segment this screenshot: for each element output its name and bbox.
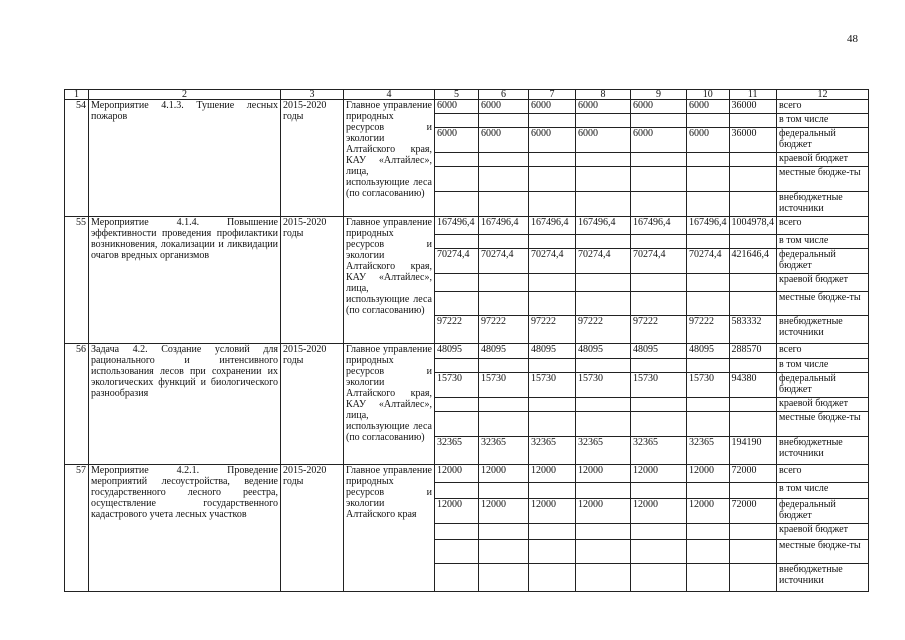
value-cell: 72000 xyxy=(729,465,777,483)
value-cell: 194190 xyxy=(729,437,777,465)
value-cell: 12000 xyxy=(631,499,687,524)
funding-source-label: местные бюдже-ты xyxy=(777,540,869,564)
value-cell: 32365 xyxy=(435,437,479,465)
value-cell xyxy=(529,192,576,217)
value-cell xyxy=(729,292,777,316)
value-cell xyxy=(529,292,576,316)
table-row xyxy=(65,217,869,235)
funding-source-label: краевой бюджет xyxy=(777,274,869,292)
value-cell xyxy=(435,153,479,167)
activity-name: Мероприятие 4.1.4. Повышение эффективности проведения профилактики возникновения, локализации и ликвидации очагов вредных организмов xyxy=(89,217,281,344)
value-cell: 6000 xyxy=(576,128,631,153)
value-cell xyxy=(435,483,479,499)
value-cell xyxy=(479,167,529,192)
column-header: 6 xyxy=(479,90,529,100)
value-cell: 12000 xyxy=(631,465,687,483)
value-cell: 6000 xyxy=(687,100,730,114)
value-cell xyxy=(729,235,777,249)
period: 2015-2020 годы xyxy=(281,217,344,344)
value-cell xyxy=(479,359,529,373)
column-header: 1 xyxy=(65,90,89,100)
value-cell xyxy=(729,398,777,412)
executor: Главное управление природных ресурсов и экологии Алтайского края, КАУ «Алтайлес», лица, использующие леса (по согласованию) xyxy=(344,217,435,344)
column-header: 5 xyxy=(435,90,479,100)
funding-source-label: в том числе xyxy=(777,483,869,499)
value-cell xyxy=(479,540,529,564)
funding-source-label: федеральный бюджет xyxy=(777,499,869,524)
table-row xyxy=(65,100,869,114)
value-cell: 70274,4 xyxy=(435,249,479,274)
value-cell xyxy=(576,235,631,249)
value-cell xyxy=(435,274,479,292)
value-cell: 288570 xyxy=(729,344,777,359)
value-cell xyxy=(529,274,576,292)
value-cell xyxy=(687,114,730,128)
value-cell xyxy=(687,292,730,316)
row-number: 57 xyxy=(65,465,89,592)
value-cell xyxy=(576,412,631,437)
value-cell: 48095 xyxy=(576,344,631,359)
value-cell xyxy=(479,398,529,412)
value-cell xyxy=(576,274,631,292)
value-cell xyxy=(529,483,576,499)
value-cell: 48095 xyxy=(435,344,479,359)
funding-source-label: всего xyxy=(777,344,869,359)
value-cell xyxy=(576,540,631,564)
value-cell: 97222 xyxy=(529,316,576,344)
value-cell xyxy=(631,292,687,316)
value-cell xyxy=(631,235,687,249)
funding-source-label: федеральный бюджет xyxy=(777,373,869,398)
value-cell xyxy=(529,524,576,540)
value-cell: 167496,4 xyxy=(631,217,687,235)
column-header: 10 xyxy=(687,90,730,100)
value-cell: 94380 xyxy=(729,373,777,398)
value-cell xyxy=(576,114,631,128)
value-cell: 70274,4 xyxy=(479,249,529,274)
value-cell xyxy=(435,540,479,564)
value-cell: 12000 xyxy=(576,499,631,524)
value-cell xyxy=(729,274,777,292)
value-cell: 36000 xyxy=(729,100,777,114)
value-cell: 32365 xyxy=(631,437,687,465)
value-cell xyxy=(435,114,479,128)
value-cell xyxy=(479,412,529,437)
value-cell xyxy=(687,235,730,249)
value-cell xyxy=(576,153,631,167)
value-cell: 15730 xyxy=(479,373,529,398)
value-cell: 48095 xyxy=(529,344,576,359)
value-cell xyxy=(631,398,687,412)
value-cell xyxy=(529,114,576,128)
value-cell xyxy=(479,292,529,316)
value-cell: 70274,4 xyxy=(631,249,687,274)
value-cell: 6000 xyxy=(631,128,687,153)
value-cell: 72000 xyxy=(729,499,777,524)
value-cell: 6000 xyxy=(631,100,687,114)
column-number-row xyxy=(65,90,869,100)
funding-source-label: в том числе xyxy=(777,235,869,249)
value-cell: 167496,4 xyxy=(435,217,479,235)
funding-source-label: всего xyxy=(777,465,869,483)
value-cell xyxy=(529,540,576,564)
value-cell xyxy=(631,412,687,437)
column-header: 2 xyxy=(89,90,281,100)
value-cell xyxy=(729,359,777,373)
value-cell xyxy=(479,524,529,540)
value-cell xyxy=(529,412,576,437)
value-cell: 12000 xyxy=(479,499,529,524)
column-header: 9 xyxy=(631,90,687,100)
value-cell: 12000 xyxy=(529,465,576,483)
value-cell xyxy=(576,398,631,412)
value-cell xyxy=(729,167,777,192)
value-cell: 167496,4 xyxy=(479,217,529,235)
value-cell xyxy=(687,359,730,373)
value-cell xyxy=(631,540,687,564)
value-cell: 32365 xyxy=(687,437,730,465)
value-cell xyxy=(529,235,576,249)
row-number: 56 xyxy=(65,344,89,465)
column-header: 11 xyxy=(729,90,777,100)
program-table xyxy=(64,89,869,592)
value-cell xyxy=(529,167,576,192)
column-header: 12 xyxy=(777,90,869,100)
value-cell: 1004978,4 xyxy=(729,217,777,235)
value-cell xyxy=(687,483,730,499)
value-cell: 97222 xyxy=(631,316,687,344)
funding-source-label: федеральный бюджет xyxy=(777,128,869,153)
value-cell: 15730 xyxy=(529,373,576,398)
funding-source-label: краевой бюджет xyxy=(777,153,869,167)
value-cell: 97222 xyxy=(479,316,529,344)
value-cell xyxy=(631,192,687,217)
value-cell: 36000 xyxy=(729,128,777,153)
value-cell xyxy=(435,524,479,540)
value-cell xyxy=(729,412,777,437)
value-cell: 167496,4 xyxy=(687,217,730,235)
value-cell: 15730 xyxy=(687,373,730,398)
value-cell: 12000 xyxy=(687,499,730,524)
funding-source-label: всего xyxy=(777,100,869,114)
value-cell xyxy=(479,235,529,249)
value-cell xyxy=(687,540,730,564)
value-cell xyxy=(529,564,576,592)
value-cell xyxy=(687,274,730,292)
value-cell xyxy=(435,292,479,316)
value-cell xyxy=(435,564,479,592)
value-cell xyxy=(479,564,529,592)
value-cell: 48095 xyxy=(687,344,730,359)
value-cell: 15730 xyxy=(435,373,479,398)
funding-source-label: местные бюдже-ты xyxy=(777,167,869,192)
value-cell xyxy=(631,359,687,373)
value-cell: 15730 xyxy=(576,373,631,398)
funding-source-label: местные бюдже-ты xyxy=(777,412,869,437)
value-cell xyxy=(576,292,631,316)
value-cell xyxy=(576,483,631,499)
column-header: 8 xyxy=(576,90,631,100)
activity-name: Задача 4.2. Создание условий для рационального и интенсивного использования лесов при сохранении их экологических функций и биологического разнообразия xyxy=(89,344,281,465)
value-cell xyxy=(729,540,777,564)
value-cell: 6000 xyxy=(479,100,529,114)
value-cell xyxy=(687,192,730,217)
value-cell xyxy=(729,483,777,499)
column-header: 7 xyxy=(529,90,576,100)
value-cell xyxy=(529,398,576,412)
value-cell: 15730 xyxy=(631,373,687,398)
value-cell xyxy=(729,153,777,167)
value-cell xyxy=(687,167,730,192)
value-cell xyxy=(479,274,529,292)
value-cell xyxy=(729,524,777,540)
value-cell: 32365 xyxy=(529,437,576,465)
value-cell: 70274,4 xyxy=(576,249,631,274)
funding-source-label: краевой бюджет xyxy=(777,524,869,540)
value-cell xyxy=(729,192,777,217)
value-cell: 48095 xyxy=(479,344,529,359)
value-cell: 421646,4 xyxy=(729,249,777,274)
funding-source-label: внебюджетные источники xyxy=(777,192,869,217)
period: 2015-2020 годы xyxy=(281,100,344,217)
value-cell xyxy=(687,398,730,412)
value-cell: 97222 xyxy=(576,316,631,344)
value-cell xyxy=(687,412,730,437)
value-cell: 70274,4 xyxy=(529,249,576,274)
activity-name: Мероприятие 4.2.1. Проведение мероприятий лесоустройства, ведение государственного лесного реестра, осуществление государственного кадастрового учета лесных участков xyxy=(89,465,281,592)
value-cell: 97222 xyxy=(435,316,479,344)
value-cell xyxy=(479,192,529,217)
period: 2015-2020 годы xyxy=(281,344,344,465)
value-cell xyxy=(479,483,529,499)
funding-source-label: местные бюдже-ты xyxy=(777,292,869,316)
value-cell: 6000 xyxy=(687,128,730,153)
executor: Главное управление природных ресурсов и экологии Алтайского края xyxy=(344,465,435,592)
activity-name: Мероприятие 4.1.3. Тушение лесных пожаров xyxy=(89,100,281,217)
value-cell: 32365 xyxy=(479,437,529,465)
value-cell xyxy=(529,153,576,167)
value-cell xyxy=(687,564,730,592)
value-cell xyxy=(529,359,576,373)
column-header: 4 xyxy=(344,90,435,100)
funding-source-label: в том числе xyxy=(777,359,869,373)
value-cell xyxy=(631,167,687,192)
value-cell: 167496,4 xyxy=(529,217,576,235)
value-cell: 97222 xyxy=(687,316,730,344)
value-cell xyxy=(576,192,631,217)
row-number: 55 xyxy=(65,217,89,344)
value-cell xyxy=(576,524,631,540)
value-cell xyxy=(631,483,687,499)
value-cell xyxy=(576,359,631,373)
value-cell: 6000 xyxy=(529,128,576,153)
funding-source-label: федеральный бюджет xyxy=(777,249,869,274)
value-cell xyxy=(576,167,631,192)
value-cell xyxy=(631,524,687,540)
value-cell xyxy=(729,114,777,128)
value-cell xyxy=(631,564,687,592)
column-header: 3 xyxy=(281,90,344,100)
funding-source-label: краевой бюджет xyxy=(777,398,869,412)
value-cell xyxy=(435,235,479,249)
value-cell xyxy=(435,192,479,217)
value-cell: 12000 xyxy=(529,499,576,524)
funding-source-label: внебюджетные источники xyxy=(777,564,869,592)
page-number: 48 xyxy=(847,33,858,45)
executor: Главное управление природных ресурсов и экологии Алтайского края, КАУ «Алтайлес», лица, использующие леса (по согласованию) xyxy=(344,100,435,217)
value-cell xyxy=(435,412,479,437)
value-cell xyxy=(435,398,479,412)
table-row xyxy=(65,344,869,359)
row-number: 54 xyxy=(65,100,89,217)
value-cell xyxy=(631,274,687,292)
value-cell: 167496,4 xyxy=(576,217,631,235)
value-cell xyxy=(631,114,687,128)
value-cell xyxy=(576,564,631,592)
value-cell xyxy=(729,564,777,592)
value-cell xyxy=(687,524,730,540)
value-cell: 6000 xyxy=(435,128,479,153)
table-row xyxy=(65,465,869,483)
funding-source-label: в том числе xyxy=(777,114,869,128)
executor: Главное управление природных ресурсов и экологии Алтайского края, КАУ «Алтайлес», лица, использующие леса (по согласованию) xyxy=(344,344,435,465)
value-cell xyxy=(435,359,479,373)
value-cell: 6000 xyxy=(576,100,631,114)
value-cell: 48095 xyxy=(631,344,687,359)
value-cell xyxy=(479,153,529,167)
value-cell: 32365 xyxy=(576,437,631,465)
value-cell xyxy=(631,153,687,167)
value-cell xyxy=(435,167,479,192)
value-cell: 6000 xyxy=(479,128,529,153)
funding-source-label: внебюджетные источники xyxy=(777,316,869,344)
value-cell: 12000 xyxy=(435,465,479,483)
value-cell: 583332 xyxy=(729,316,777,344)
value-cell: 70274,4 xyxy=(687,249,730,274)
value-cell: 12000 xyxy=(687,465,730,483)
period: 2015-2020 годы xyxy=(281,465,344,592)
value-cell: 6000 xyxy=(435,100,479,114)
value-cell xyxy=(687,153,730,167)
value-cell: 12000 xyxy=(479,465,529,483)
value-cell: 12000 xyxy=(576,465,631,483)
value-cell: 12000 xyxy=(435,499,479,524)
value-cell xyxy=(479,114,529,128)
funding-source-label: внебюджетные источники xyxy=(777,437,869,465)
value-cell: 6000 xyxy=(529,100,576,114)
funding-source-label: всего xyxy=(777,217,869,235)
